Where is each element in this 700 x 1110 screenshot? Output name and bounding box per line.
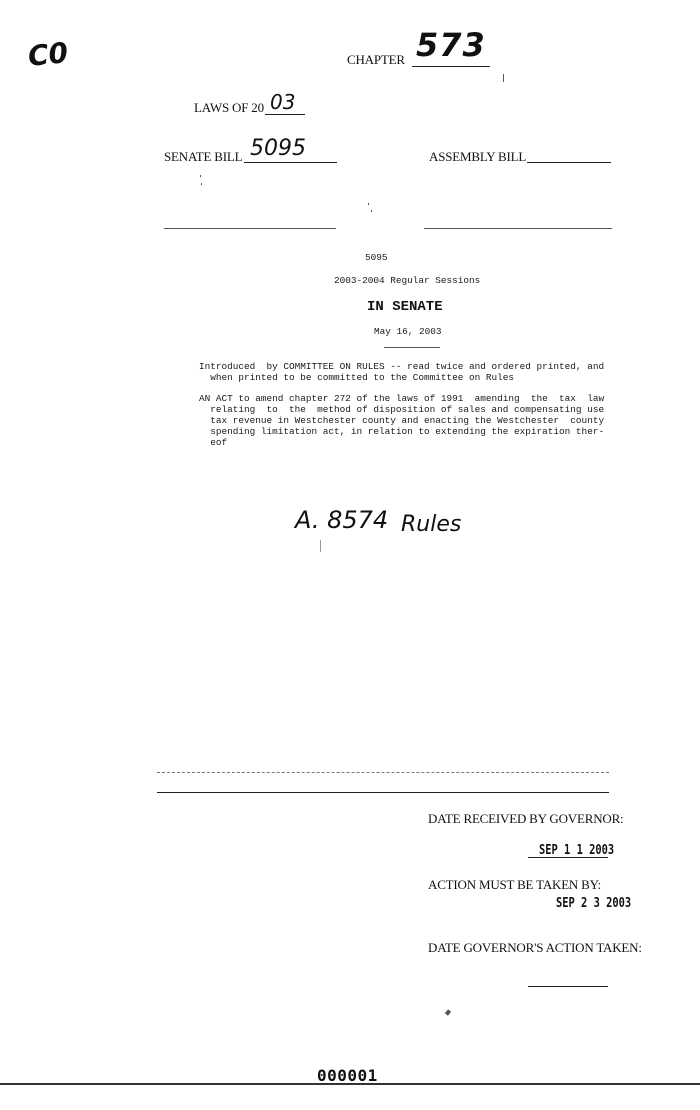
bill-date: May 16, 2003	[374, 326, 442, 337]
laws-of-year-line	[265, 114, 305, 115]
date-rule	[384, 347, 440, 348]
act-line-1: AN ACT to amend chapter 272 of the laws of 1991 amending the tax law	[199, 393, 605, 404]
page-number: 000001	[317, 1066, 378, 1085]
right-signature-line	[424, 228, 612, 229]
date-received-label: DATE RECEIVED BY GOVERNOR:	[428, 811, 624, 826]
introduced-line-2: when printed to be committed to the Committee on Rules	[199, 372, 515, 383]
left-signature-line	[164, 228, 336, 229]
action-by-label: ACTION MUST BE TAKEN BY:	[428, 877, 602, 892]
senate-bill-label: SENATE BILL	[164, 149, 243, 164]
scan-speck	[371, 210, 372, 212]
senate-bill-number: 5095	[250, 136, 306, 161]
date-received-stamp: SEP 1 1 2003	[539, 843, 615, 858]
bottom-scan-edge	[0, 1083, 700, 1085]
date-received-line	[528, 857, 608, 858]
lower-rule-1	[157, 772, 609, 773]
corner-handwritten-mark: C0	[26, 35, 70, 74]
act-line-3: tax revenue in Westchester county and enacting the Westchester county	[199, 415, 605, 426]
laws-of-year: 03	[270, 90, 296, 114]
action-taken-label: DATE GOVERNOR'S ACTION TAKEN:	[428, 940, 642, 955]
chapter-number-line	[412, 66, 490, 67]
scan-speck	[200, 175, 201, 177]
scan-speck	[503, 74, 504, 82]
action-taken-line	[528, 986, 608, 987]
scan-speck	[201, 183, 202, 185]
session-line: 2003-2004 Regular Sessions	[334, 275, 481, 286]
act-line-5: eof	[199, 437, 228, 448]
assembly-bill-line	[527, 162, 611, 163]
scan-speck	[368, 203, 369, 205]
lower-rule-2	[157, 792, 609, 793]
assembly-reference-handwriting: A. 8574	[295, 506, 389, 534]
scan-speck	[445, 1009, 451, 1015]
chapter-number: 573	[416, 26, 486, 64]
scan-speck	[320, 540, 321, 552]
action-by-stamp: SEP 2 3 2003	[556, 896, 632, 911]
act-line-2: relating to the method of disposition of sales and compensating use	[199, 404, 605, 415]
chamber-heading: IN SENATE	[367, 299, 443, 315]
committee-handwriting: Rules	[401, 512, 462, 537]
chapter-label: CHAPTER	[347, 52, 405, 67]
laws-of-label: LAWS OF 20	[194, 100, 264, 115]
introduced-line-1: Introduced by COMMITTEE ON RULES -- read twice and ordered printed, and	[199, 361, 605, 372]
act-line-4: spending limitation act, in relation to extending the expiration ther-	[199, 426, 605, 437]
bill-number: 5095	[365, 252, 388, 263]
assembly-bill-label: ASSEMBLY BILL	[429, 149, 527, 164]
senate-bill-line	[244, 162, 337, 163]
